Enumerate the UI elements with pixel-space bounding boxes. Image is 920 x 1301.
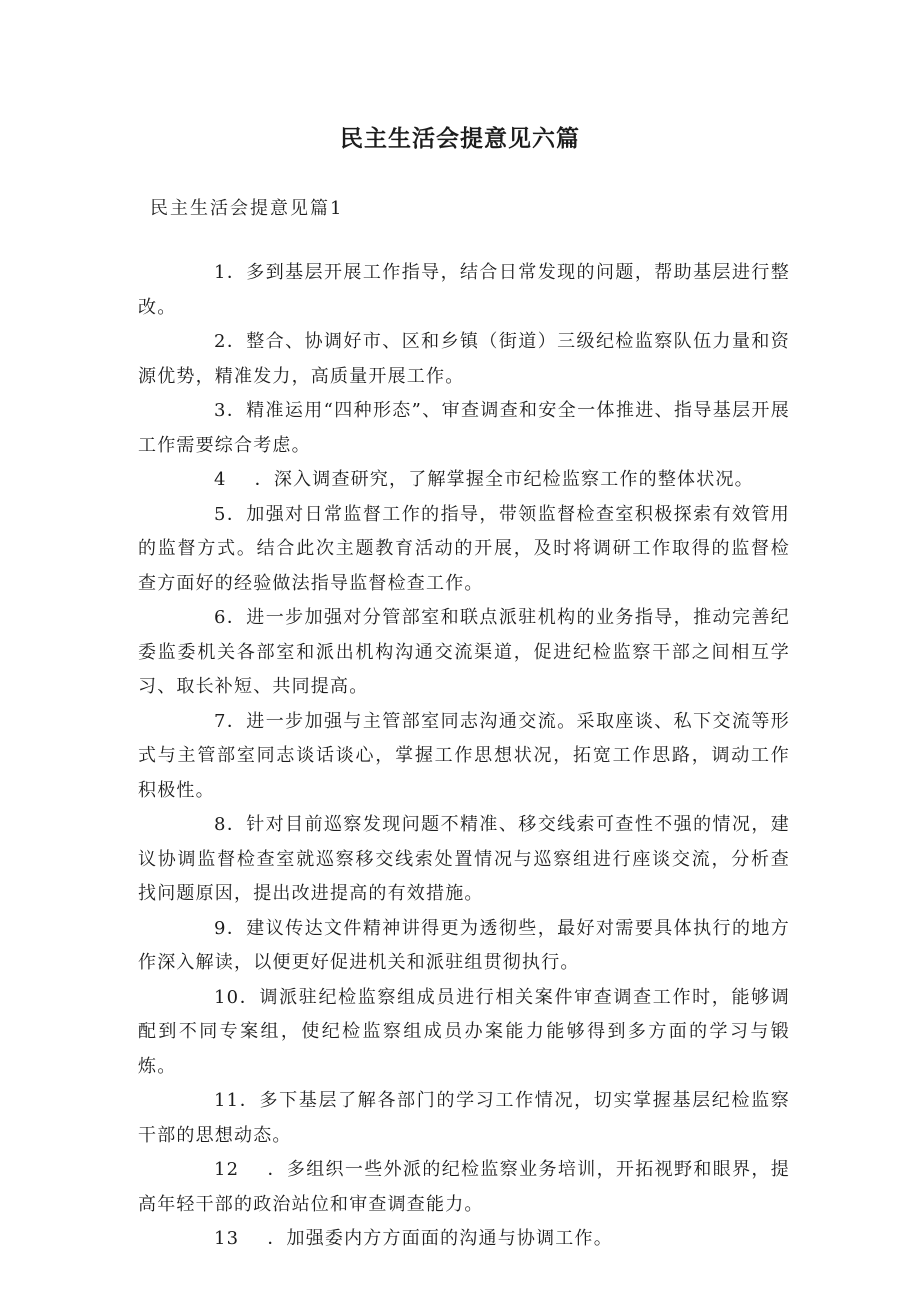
item-text: ．整合、协调好市、区和乡镇（街道）三级纪检监察队伍力量和资源优势，精准发力，高质量开展工作。 [138, 331, 790, 387]
item-text: ．进一步加强对分管部室和联点派驻机构的业务指导，推动完善纪委监委机关各部室和派出机构沟通交流渠道，促进纪检监察干部之间相互学习、取长补短、共同提高。 [138, 607, 790, 697]
item-text: ．进一步加强与主管部室同志沟通交流。采取座谈、私下交流等形式与主管部室同志谈话谈心，掌握工作思想状况，拓宽工作思路，调动工作积极性。 [138, 710, 790, 801]
list-item [138, 1222, 790, 1257]
list-item [138, 808, 790, 912]
list-item [138, 601, 790, 705]
item-number: 5 [214, 503, 227, 525]
item-text: ．多组织一些外派的纪检监察业务培训，开拓视野和眼界，提高年轻干部的政治站位和审查调查能力。 [138, 1159, 790, 1215]
item-text: ．建议传达文件精神讲得更为透彻些，最好对需要具体执行的地方作深入解读，以便更好促进机关和派驻组贯彻执行。 [138, 917, 790, 973]
list-item [138, 394, 790, 463]
list-item [138, 325, 790, 394]
item-text: ．多到基层开展工作指导，结合日常发现的问题，帮助基层进行整改。 [138, 262, 790, 318]
item-number: 1 [214, 262, 227, 283]
list-item [138, 1153, 790, 1222]
item-text: ．加强对日常监督工作的指导，带领监督检查室积极探索有效管用的监督方式。结合此次主题教育活动的开展，及时将调研工作取得的监督检查方面好的经验做法指导监督检查工作。 [138, 503, 790, 594]
item-number: 13 [214, 1228, 240, 1249]
item-text: ．针对目前巡察发现问题不精准、移交线索可查性不强的情况，建议协调监督检查室就巡察移交线索处置情况与巡察组进行座谈交流，分析查找问题原因，提出改进提高的有效措施。 [138, 814, 790, 904]
list-item [138, 705, 790, 809]
item-number: 10 [214, 986, 240, 1008]
item-number: 4 [214, 469, 227, 490]
list-item [138, 1084, 790, 1153]
item-number: 12 [214, 1159, 240, 1180]
document-title: 民主生活会提意见六篇 [340, 126, 580, 152]
section-heading: 民主生活会提意见篇1 [150, 198, 344, 219]
item-text: ．精准运用“四种形态”、审查调查和安全一体推进、指导基层开展工作需要综合考虑。 [138, 400, 790, 456]
document-body [138, 256, 790, 1257]
list-item [138, 256, 790, 325]
list-item [138, 912, 790, 981]
item-text: ．加强委内方方面面的沟通与协调工作。 [267, 1228, 613, 1249]
list-item [138, 463, 790, 498]
item-number: 11 [214, 1090, 240, 1111]
item-text: ．多下基层了解各部门的学习工作情况，切实掌握基层纪检监察干部的思想动态。 [138, 1090, 790, 1146]
item-number: 3 [214, 400, 227, 421]
item-number: 8 [214, 814, 227, 835]
list-item [138, 498, 790, 602]
item-number: 2 [214, 331, 227, 352]
item-text: ．调派驻纪检监察组成员进行相关案件审查调查工作时，能够调配到不同专案组，使纪检监察组成员办案能力能够得到多方面的学习与锻炼。 [138, 986, 790, 1077]
list-item [138, 981, 790, 1085]
item-text: ．深入调查研究，了解掌握全市纪检监察工作的整体状况。 [254, 469, 754, 490]
item-number: 7 [214, 710, 227, 732]
item-number: 6 [214, 607, 227, 628]
item-number: 9 [214, 917, 227, 939]
